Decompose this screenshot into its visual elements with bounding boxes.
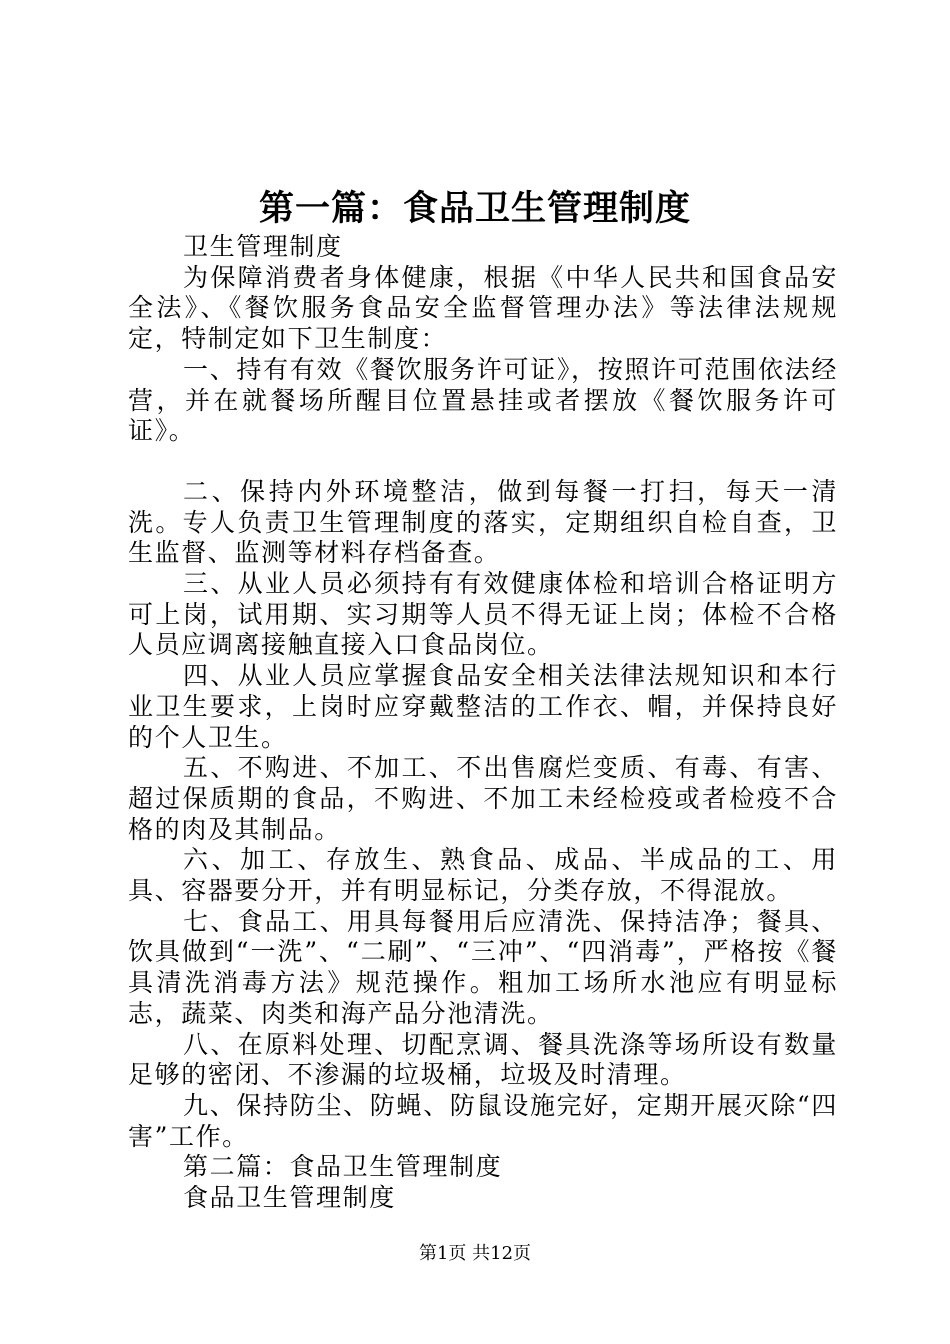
paragraph-section-2-heading: 第二篇：食品卫生管理制度 — [183, 1152, 503, 1182]
paragraph-item-4: 四、从业人员应掌握食品安全相关法律法规知识和本行业卫生要求，上岗时应穿戴整洁的工作衣、帽，并保持良好的个人卫生。 — [128, 661, 838, 752]
paragraph-item-8: 八、在原料处理、切配烹调、餐具洗涤等场所设有数量足够的密闭、不渗漏的垃圾桶，垃圾及时清理。 — [128, 1029, 838, 1090]
paragraph-section-2-subtitle: 食品卫生管理制度 — [183, 1183, 396, 1213]
paragraph-item-2: 二、保持内外环境整洁，做到每餐一打扫，每天一清洗。专人负责卫生管理制度的落实，定期组织自检自查，卫生监督、监测等材料存档备查。 — [128, 476, 838, 568]
paragraph-item-6: 六、加工、存放生、熟食品、成品、半成品的工、用具、容器要分开，并有明显标记，分类存放，不得混放。 — [128, 845, 838, 906]
paragraph-item-9: 九、保持防尘、防蝇、防鼠设施完好，定期开展灭除“四害”工作。 — [128, 1090, 838, 1151]
paragraph-item-3: 三、从业人员必须持有有效健康体检和培训合格证明方可上岗，试用期、实习期等人员不得无证上岗；体检不合格人员应调离接触直接入口食品岗位。 — [128, 569, 838, 660]
paragraph-item-5: 五、不购进、不加工、不出售腐烂变质、有毒、有害、超过保质期的食品，不购进、不加工未经检疫或者检疫不合格的肉及其制品。 — [128, 753, 838, 844]
paragraph-item-1: 一、持有有效《餐饮服务许可证》，按照许可范围依法经营，并在就餐场所醒目位置悬挂或者摆放《餐饮服务许可证》。 — [128, 354, 838, 446]
page-number-footer: 第1页 共12页 — [418, 1243, 532, 1264]
paragraph-item-7: 七、食品工、用具每餐用后应清洗、保持洁净；餐具、饮具做到“一洗”、“二刷”、“三冲”、“四消毒”，严格按《餐具清洗消毒方法》规范操作。粗加工场所水池应有明显标志，蔬菜、肉类和海产品分池清洗。 — [128, 906, 838, 1028]
paragraph-intro: 为保障消费者身体健康，根据《中华人民共和国食品安全法》、《餐饮服务食品安全监督管理办法》等法律法规规定，特制定如下卫生制度： — [128, 262, 838, 354]
document-body — [128, 232, 838, 1214]
paragraph-subtitle: 卫生管理制度 — [183, 232, 343, 261]
document-title: 第一篇：食品卫生管理制度 — [258, 189, 691, 229]
